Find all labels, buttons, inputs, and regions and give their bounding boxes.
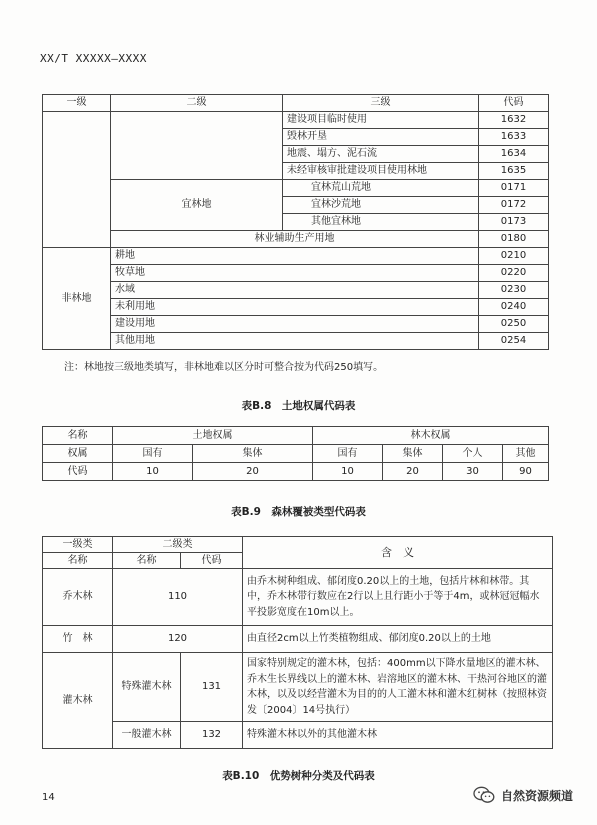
blank-cell bbox=[43, 112, 111, 248]
caption-b10: 表B.10 优势树种分类及代码表 bbox=[222, 770, 375, 782]
table-row bbox=[43, 248, 549, 265]
level2-name: 牧草地 bbox=[111, 265, 479, 282]
code-cell: 0172 bbox=[479, 197, 549, 214]
header-level2: 二级类 bbox=[113, 537, 243, 553]
channel-watermark bbox=[473, 786, 573, 804]
land-type: 集体 bbox=[193, 445, 313, 463]
code-cell: 0250 bbox=[479, 316, 549, 333]
table-note: 注：林地按三级地类填写，非林地难以区分时可整合按为代码250填写。 bbox=[64, 362, 384, 373]
level1-name: 乔木林 bbox=[43, 569, 113, 626]
table-row bbox=[43, 231, 549, 248]
code-cell: 131 bbox=[181, 653, 243, 722]
code-cell: 132 bbox=[181, 722, 243, 749]
code-cell: 110 bbox=[113, 569, 243, 626]
level3-name: 宜林沙荒地 bbox=[283, 197, 479, 214]
code-cell: 10 bbox=[113, 463, 193, 481]
header-code: 代码 bbox=[181, 553, 243, 569]
level1-name: 灌木林 bbox=[43, 653, 113, 749]
code-label: 代码 bbox=[43, 463, 113, 481]
header-name2: 名称 bbox=[113, 553, 181, 569]
wechat-icon bbox=[473, 786, 495, 804]
name-label: 名称 bbox=[43, 427, 113, 445]
code-cell: 10 bbox=[313, 463, 383, 481]
code-cell: 0180 bbox=[479, 231, 549, 248]
level1-name: 竹 林 bbox=[43, 626, 113, 653]
description-cell: 由乔木树种组成、郁闭度0.20以上的土地，包括片林和林带。其中，乔木林带行数应在2行以上且行距小于等于4m，或林冠冠幅水平投影宽度在10m以上。 bbox=[243, 569, 553, 626]
land-type: 国有 bbox=[113, 445, 193, 463]
level2-name: 水域 bbox=[111, 282, 479, 299]
level3-name: 未经审核审批建设项目使用林地 bbox=[283, 163, 479, 180]
code-cell: 20 bbox=[193, 463, 313, 481]
code-cell: 1634 bbox=[479, 146, 549, 163]
code-cell: 0240 bbox=[479, 299, 549, 316]
code-cell: 0220 bbox=[479, 265, 549, 282]
brand-name: 自然资源频道 bbox=[500, 788, 573, 803]
table-row bbox=[43, 180, 549, 197]
level1-feilin: 非林地 bbox=[43, 248, 111, 350]
level3-name: 建设项目临时使用 bbox=[283, 112, 479, 129]
caption-b8: 表B.8 土地权属代码表 bbox=[241, 400, 356, 412]
ownership-label: 权属 bbox=[43, 445, 113, 463]
code-cell: 0254 bbox=[479, 333, 549, 350]
code-cell: 120 bbox=[113, 626, 243, 653]
table-row bbox=[43, 333, 549, 350]
code-cell: 30 bbox=[443, 463, 503, 481]
table-header-row bbox=[43, 537, 553, 553]
table-row bbox=[43, 316, 549, 333]
level2-name: 未利用地 bbox=[111, 299, 479, 316]
caption-b9: 表B.9 森林覆被类型代码表 bbox=[231, 506, 366, 518]
level2-name: 建设用地 bbox=[111, 316, 479, 333]
table-row bbox=[43, 299, 549, 316]
header-level1: 一级类 bbox=[43, 537, 113, 553]
land-class-table bbox=[42, 94, 549, 350]
level2-yilin: 宜林地 bbox=[111, 180, 283, 231]
forest-cover-table bbox=[42, 536, 553, 749]
header-name: 名称 bbox=[43, 553, 113, 569]
code-cell: 90 bbox=[503, 463, 549, 481]
table-row bbox=[43, 112, 549, 129]
page-number: 14 bbox=[42, 792, 55, 803]
table-row bbox=[43, 445, 549, 463]
blank-cell bbox=[111, 112, 283, 180]
table-row bbox=[43, 282, 549, 299]
description-cell: 特殊灌木林以外的其他灌木林 bbox=[243, 722, 553, 749]
level3-name: 其他宜林地 bbox=[283, 214, 479, 231]
code-cell: 0210 bbox=[479, 248, 549, 265]
code-cell: 0230 bbox=[479, 282, 549, 299]
code-cell: 0173 bbox=[479, 214, 549, 231]
table-header-row bbox=[43, 427, 549, 445]
land-ownership-label: 土地权属 bbox=[113, 427, 313, 445]
code-cell: 1633 bbox=[479, 129, 549, 146]
code-cell: 0171 bbox=[479, 180, 549, 197]
level2-fulin: 林业辅助生产用地 bbox=[111, 231, 479, 248]
code-cell: 1632 bbox=[479, 112, 549, 129]
table-row bbox=[43, 569, 553, 626]
level2-name: 耕地 bbox=[111, 248, 479, 265]
table-header-row bbox=[43, 95, 549, 112]
ownership-table bbox=[42, 426, 549, 481]
forest-type: 其他 bbox=[503, 445, 549, 463]
level2-name: 一般灌木林 bbox=[113, 722, 181, 749]
table-row bbox=[43, 463, 549, 481]
header-meaning: 含 义 bbox=[243, 537, 553, 569]
table-row bbox=[43, 722, 553, 749]
col-header-code: 代码 bbox=[479, 95, 549, 112]
code-cell: 20 bbox=[383, 463, 443, 481]
table-row bbox=[43, 626, 553, 653]
description-cell: 国家特别规定的灌木林，包括：400mm以下降水量地区的灌木林、乔木生长界线以上的灌木林、岩溶地区的灌木林、干热河谷地区的灌木林，以及以经营灌木为目的的人工灌木林和灌木红树林（按照林资发〔2004〕14号执行） bbox=[243, 653, 553, 722]
col-header-level1: 一级 bbox=[43, 95, 111, 112]
forest-type: 国有 bbox=[313, 445, 383, 463]
description-cell: 由直径2cm以上竹类植物组成、郁闭度0.20以上的土地 bbox=[243, 626, 553, 653]
level2-name: 特殊灌木林 bbox=[113, 653, 181, 722]
standard-code-header: XX/T XXXXX—XXXX bbox=[40, 52, 147, 65]
level3-name: 地震、塌方、泥石流 bbox=[283, 146, 479, 163]
table-row bbox=[43, 265, 549, 282]
table-row bbox=[43, 653, 553, 722]
col-header-level2: 二级 bbox=[111, 95, 283, 112]
level3-name: 宜林荒山荒地 bbox=[283, 180, 479, 197]
level3-name: 毁林开垦 bbox=[283, 129, 479, 146]
col-header-level3: 三级 bbox=[283, 95, 479, 112]
code-cell: 1635 bbox=[479, 163, 549, 180]
forest-ownership-label: 林木权属 bbox=[313, 427, 549, 445]
level2-name: 其他用地 bbox=[111, 333, 479, 350]
forest-type: 集体 bbox=[383, 445, 443, 463]
forest-type: 个人 bbox=[443, 445, 503, 463]
